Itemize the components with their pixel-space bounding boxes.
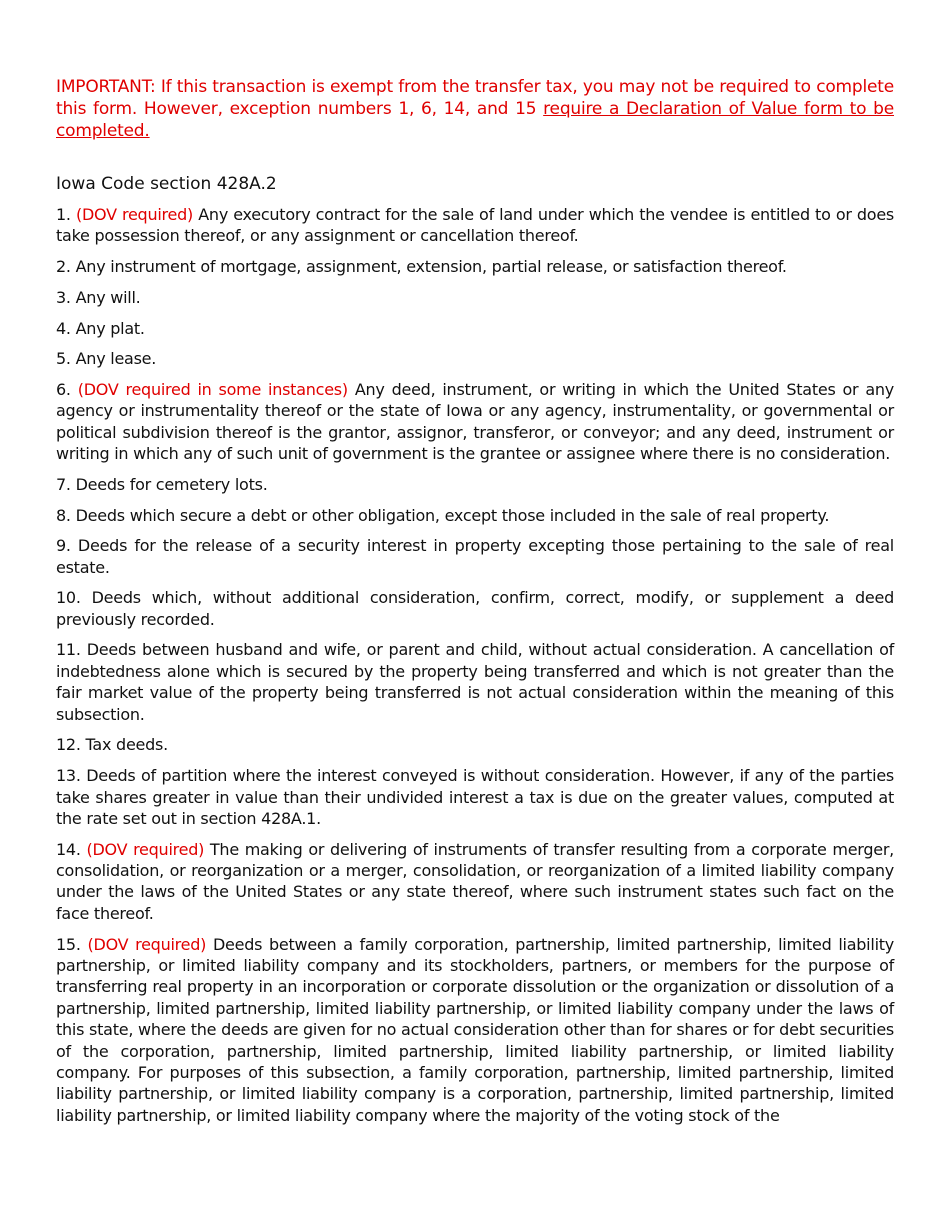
exemption-item (56, 734, 894, 755)
dov-required-tag: (DOV required) (87, 934, 207, 954)
exemption-number: 5. (56, 349, 71, 369)
exemption-number: 6. (56, 379, 71, 399)
exemption-item (56, 474, 894, 495)
exemption-text: Any lease. (75, 349, 157, 369)
exemption-number: 15. (56, 934, 81, 954)
exemption-number: 1. (56, 205, 71, 224)
exemption-number: 7. (56, 474, 71, 494)
exemption-number: 12. (56, 735, 81, 755)
exemption-number: 11. (56, 640, 81, 660)
exemption-number: 13. (56, 766, 81, 786)
exemption-item (56, 379, 894, 465)
exemption-text: Any instrument of mortgage, assignment, extension, partial release, or satisfaction thereof. (75, 257, 787, 277)
dov-requirement-link: require a Declaration of Value form to be completed. (56, 99, 894, 141)
exemption-item (56, 765, 894, 829)
exemption-number: 8. (56, 505, 71, 525)
exemption-item (56, 318, 894, 339)
important-notice (56, 76, 894, 142)
exemption-text: Deeds which secure a debt or other obligation, except those included in the sale of real property. (75, 505, 830, 525)
exemption-item (56, 587, 894, 630)
exemption-item (56, 505, 894, 526)
dov-required-tag: (DOV required in some instances) (77, 379, 348, 399)
dov-required-tag: (DOV required) (75, 205, 194, 224)
exemption-item (56, 287, 894, 308)
exemption-text: Deeds between husband and wife, or parent and child, without actual consideration. A cancellation of indebtedness alone which is secured by the property being transferred and which is not greater than the fair market value of the property being transferred is not actual consideration within the meaning of this subsection. (56, 640, 894, 724)
exemption-text: Any deed, instrument, or writing in which the United States or any agency or instrumentality thereof or the state of Iowa or any agency, instrumentality, or governmental or political subdivision thereof is the grantor, assignor, transferor, or conveyor; and any deed, instrument or writing in which any of such unit of government is the grantee or assignee where there is no consideration. (56, 379, 894, 464)
exemption-text: Deeds between a family corporation, partnership, limited partnership, limited liability partnership, or limited liability company and its stockholders, partners, or members for the purpose of transferring real property in an incorporation or corporate dissolution or the organization or dissolution of a partnership, limited partnership, limited liability partnership, or limited liability company under the laws of this state, where the deeds are given for no actual consideration other than for shares or for debt securities of the corporation, partnership, limited partnership, limited liability partnership, or limited liability company. For purposes of this subsection, a family corporation, partnership, limited partnership, limited liability partnership, or limited liability company is a corporation, partnership, limited partnership, limited liability partnership, or limited liability company where the majority of the voting stock of the (56, 934, 895, 1125)
dov-required-tag: (DOV required) (86, 839, 205, 859)
exemption-text: Any plat. (75, 318, 145, 338)
exemption-item (56, 934, 894, 1127)
exemption-text: Deeds for cemetery lots. (75, 474, 268, 494)
exemption-text: Deeds for the release of a security interest in property excepting those pertaining to the sale of real estate. (56, 536, 894, 577)
exemption-item (56, 639, 894, 725)
exemption-number: 10. (56, 588, 81, 608)
exemption-text: The making or delivering of instruments of transfer resulting from a corporate merger, consolidation, or reorganization or a merger, consolidation, or reorganization of a limited liability company under the laws of the United States or any state thereof, where such instrument states such fact on the face thereof. (56, 839, 894, 923)
exemption-list (56, 204, 894, 1126)
exemption-item (56, 535, 894, 578)
exemption-text: Deeds which, without additional consideration, confirm, correct, modify, or supplement a deed previously recorded. (56, 588, 894, 629)
exemption-text: Tax deeds. (85, 735, 168, 755)
code-section-heading: Iowa Code section 428A.2 (56, 174, 277, 194)
exemption-item (56, 204, 894, 247)
exemption-number: 14. (56, 839, 81, 859)
exemption-text: Deeds of partition where the interest conveyed is without consideration. However, if any of the parties take shares greater in value than their undivided interest a tax is due on the greater values, computed at the rate set out in section 428A.1. (56, 766, 895, 828)
exemption-number: 2. (56, 257, 71, 277)
notice-text: IMPORTANT: If this transaction is exempt from the transfer tax, you may not be required to complete this form. However, exception numbers 1, 6, 14, and 15 (56, 77, 894, 119)
exemption-item (56, 839, 894, 925)
exemption-number: 3. (56, 287, 71, 307)
exemption-item (56, 348, 894, 369)
exemption-text: Any will. (75, 287, 141, 307)
exemption-number: 4. (56, 318, 71, 338)
exemption-number: 9. (56, 536, 71, 556)
exemption-text: Any executory contract for the sale of land under which the vendee is entitled to or does take possession thereof, or any assignment or cancellation thereof. (56, 205, 895, 246)
exemption-item (56, 256, 894, 277)
